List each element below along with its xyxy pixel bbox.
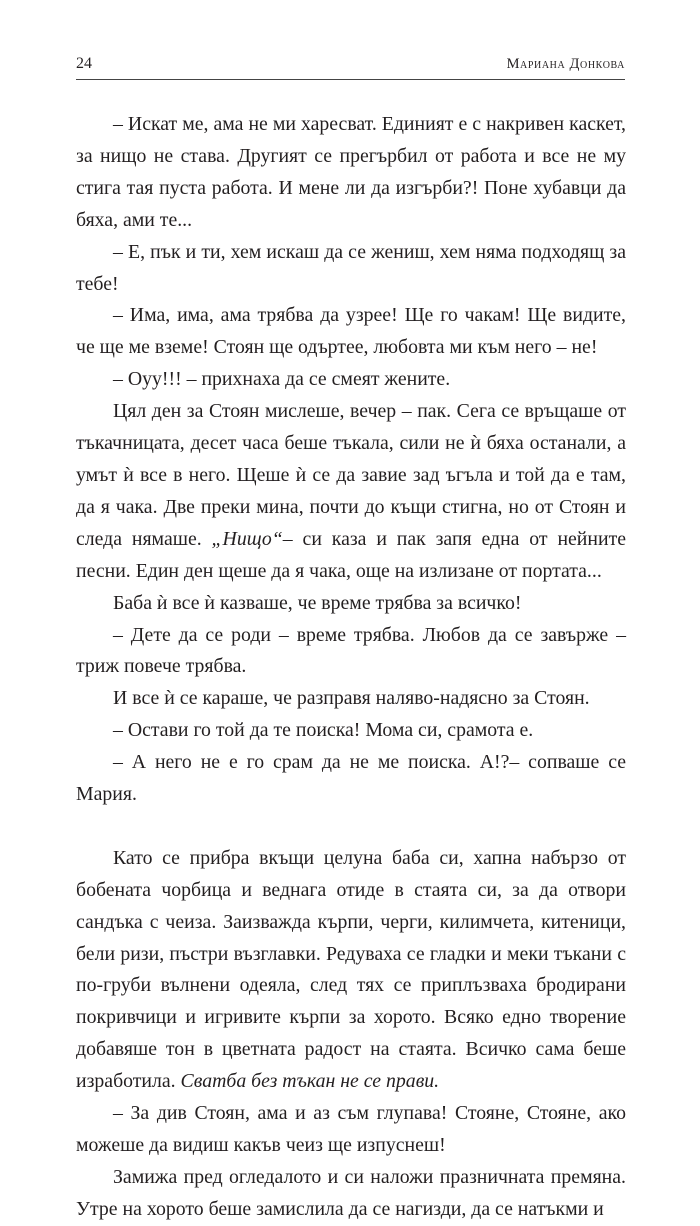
paragraph: – Има, има, ама трябва да узрее! Ще го чакам! Ще видите, че ще ме вземе! Стоян ще одъртее, любовта ми към него – не! [76, 304, 626, 359]
page-header [76, 53, 625, 80]
paragraph-text: Като се прибра вкъщи целуна баба си, хапна набързо от бобената чорбица и веднага отиде в стаята си, за да отвори сандъка с чеиза. Заизважда кърпи, черги, килимчета, китеници, бели ризи, пъстри възглавки. Редуваха се гладки и меки тъкани с по-груби вълнени одеяла, след тях се приплъзваха бродирани покривчици и игривите кърпи за хорото. Всяко едно творение добавяше тон в цветната радост на стаята. Всичко сама беше изработила. [76, 846, 626, 1093]
paragraph: – За див Стоян, ама и аз съм глупава! Стояне, Стояне, ако можеше да видиш какъв чеиз ще изпуснеш! [76, 1102, 626, 1156]
paragraph: Баба ѝ все ѝ казваше, че време трябва за всичко! [113, 591, 522, 614]
paragraph [76, 843, 626, 1098]
italic-quote: „Нищо“ [211, 527, 283, 550]
paragraph [76, 396, 626, 587]
paragraph-text: – си каза и пак запя една от нейните песни. Един ден щеше да я чака, още на излизане от портата... [76, 527, 626, 582]
paragraph: – А него не е го срам да не ме поиска. А!?– сопваше се Мария. [76, 751, 626, 806]
page-number: 24 [76, 55, 92, 72]
paragraph: – Искат ме, ама не ми харесват. Единият е с накривен каскет, за нищо не става. Другият се прегърбил от работа и все не му стига тая пуста работа. И мене ли да изгърби?! Поне хубавци да бяха, ами те... [76, 113, 626, 231]
paragraph-text: Цял ден за Стоян мислеше, вечер – пак. Сега се връщаше от тъкачницата, десет часа беше тъкала, сили не ѝ бяха останали, а умът ѝ все в него. Щеше ѝ се да завие зад ъгъла и той да е там, да я чака. Две преки мина, почти до къщи стигна, но от Стоян и следа нямаше. [76, 400, 626, 550]
paragraph: Замижа пред огледалото и си наложи празничната премяна. Утре на хорото беше замислила да се нагизди, да се натъкми и [76, 1165, 626, 1220]
page-body [76, 109, 626, 1226]
paragraph: – Дете да се роди – време трябва. Любов да се завърже – триж повече трябва. [76, 623, 626, 678]
paragraph: – Остави го той да те поиска! Мома си, срамота е. [113, 719, 534, 742]
paragraph: – Оуу!!! – прихнаха да се смеят жените. [113, 368, 451, 391]
paragraph: И все ѝ се караше, че разправя наляво-надясно за Стоян. [113, 687, 590, 710]
paragraph: – Е, пък и ти, хем искаш да се жениш, хем няма подходящ за тебе! [76, 240, 626, 295]
running-head-author: Мариана Донкова [506, 56, 625, 72]
italic-sentence: Сватба без тъкан не се прави. [180, 1070, 440, 1093]
section-break [76, 811, 626, 843]
